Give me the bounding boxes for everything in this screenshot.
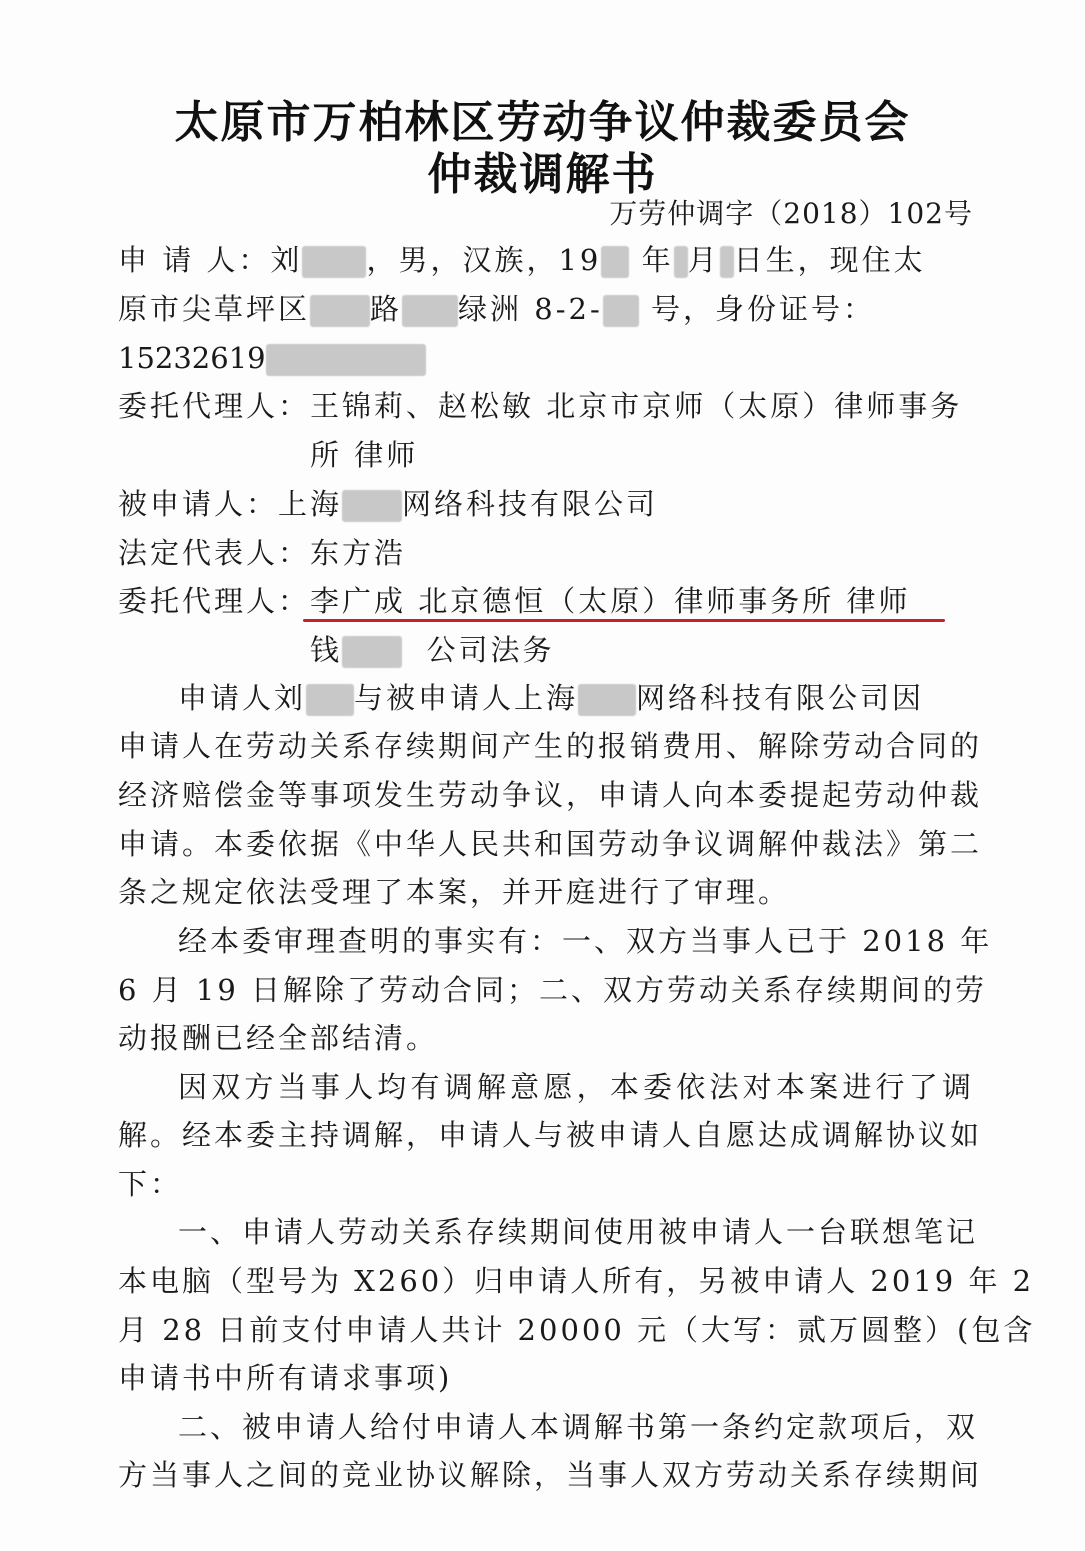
body-p1-line-5: 条之规定依法受理了本案，并开庭进行了审理。 bbox=[118, 875, 791, 909]
redacted-name bbox=[302, 246, 366, 278]
redacted-birth-year bbox=[601, 246, 629, 278]
applicant-line-1 bbox=[118, 236, 974, 285]
applicant-line-3 bbox=[118, 334, 974, 383]
respondent-agent-highlighted: 李广成 北京德恒（太原）律师事务所 律师 bbox=[310, 584, 911, 618]
redacted-road bbox=[310, 295, 370, 327]
red-underline-annotation bbox=[303, 619, 945, 622]
respondent-label: 被申请人：上海 bbox=[118, 487, 343, 521]
redacted-agent-name bbox=[342, 636, 402, 668]
document-title: 太原市万柏林区劳动争议仲裁委员会 bbox=[174, 97, 911, 148]
complex-name: 绿洲 8-2- bbox=[458, 292, 603, 326]
applicant-label: 申 请 人：刘 bbox=[118, 243, 303, 277]
agent-role: 公司法务 bbox=[426, 633, 555, 667]
applicant-info: ，男，汉族，19 bbox=[366, 243, 602, 277]
body-text: 网络科技有限公司因 bbox=[636, 681, 925, 715]
body-p3-line-3: 下： bbox=[118, 1167, 183, 1201]
body-p1-line-2: 申请人在劳动关系存续期间产生的报销费用、解除劳动合同的 bbox=[118, 729, 983, 763]
redacted-company-name bbox=[578, 684, 636, 716]
respondent-line bbox=[118, 480, 974, 529]
redacted-applicant-name bbox=[306, 684, 354, 716]
document-subtitle: 仲裁调解书 bbox=[427, 149, 658, 200]
redacted-company-name bbox=[342, 490, 402, 522]
body-p4-line-1: 一、申请人劳动关系存续期间使用被申请人一台联想笔记 bbox=[178, 1215, 979, 1249]
month-label: 月 bbox=[687, 243, 720, 277]
body-p3-line-1: 因双方当事人均有调解意愿，本委依法对本案进行了调 bbox=[178, 1070, 974, 1104]
year-label: 年 bbox=[641, 243, 674, 277]
respondent-company-type: 网络科技有限公司 bbox=[402, 487, 659, 521]
body-p1-line-4: 申请。本委依据《中华人民共和国劳动争议调解仲裁法》第二 bbox=[118, 827, 983, 861]
body-text: 与被申请人上海 bbox=[354, 681, 579, 715]
body-p4-line-4: 申请书中所有请求事项) bbox=[118, 1361, 453, 1395]
id-number-partial: 15232619 bbox=[118, 341, 266, 375]
applicant-agent-line-2: 所 律师 bbox=[310, 438, 419, 472]
body-p1-line-3: 经济赔偿金等事项发生劳动争议，申请人向本委提起劳动仲裁 bbox=[118, 778, 983, 812]
redacted-id-number bbox=[266, 344, 426, 376]
applicant-line-2 bbox=[118, 285, 974, 334]
body-p4-line-2: 本电脑（型号为 X260）归申请人所有，另被申请人 2019 年 2 bbox=[118, 1264, 1035, 1298]
body-p2-line-1: 经本委审理查明的事实有：一、双方当事人已于 2018 年 bbox=[178, 924, 993, 958]
body-p4-line-3: 月 28 日前支付申请人共计 20000 元（大写：贰万圆整）(包含 bbox=[118, 1313, 1036, 1347]
id-label: 号，身份证号： bbox=[650, 292, 875, 326]
body-p2-line-2: 6 月 19 日解除了劳动合同；二、双方劳动关系存续期间的劳 bbox=[118, 973, 988, 1007]
legal-rep-line: 法定代表人：东方浩 bbox=[118, 536, 407, 570]
redacted-unit bbox=[603, 295, 639, 327]
body-p2-line-3: 动报酬已经全部结清。 bbox=[118, 1021, 439, 1055]
respondent-agent-label: 委托代理人： bbox=[118, 584, 311, 618]
body-p5-line-1: 二、被申请人给付申请人本调解书第一条约定款项后，双 bbox=[178, 1410, 979, 1444]
agent-surname: 钱 bbox=[310, 633, 343, 667]
redacted-complex bbox=[402, 295, 458, 327]
respondent-agent-line-2 bbox=[118, 626, 974, 675]
redacted-birth-month bbox=[674, 246, 688, 278]
redacted-birth-day bbox=[720, 246, 734, 278]
applicant-residence-start: 日生，现住太 bbox=[733, 243, 926, 277]
document-number: 万劳仲调字（2018）102号 bbox=[609, 197, 973, 230]
body-p3-line-2: 解。经本委主持调解，申请人与被申请人自愿达成调解协议如 bbox=[118, 1118, 983, 1152]
body-p5-line-2: 方当事人之间的竞业协议解除，当事人双方劳动关系存续期间 bbox=[118, 1458, 983, 1492]
address-district: 原市尖草坪区 bbox=[118, 292, 311, 326]
body-p1-line-1 bbox=[118, 674, 974, 723]
road-label: 路 bbox=[370, 292, 403, 326]
applicant-agent-line-1: 委托代理人：王锦莉、赵松敏 北京市京师（太原）律师事务 bbox=[118, 389, 963, 423]
body-text: 申请人刘 bbox=[178, 681, 307, 715]
